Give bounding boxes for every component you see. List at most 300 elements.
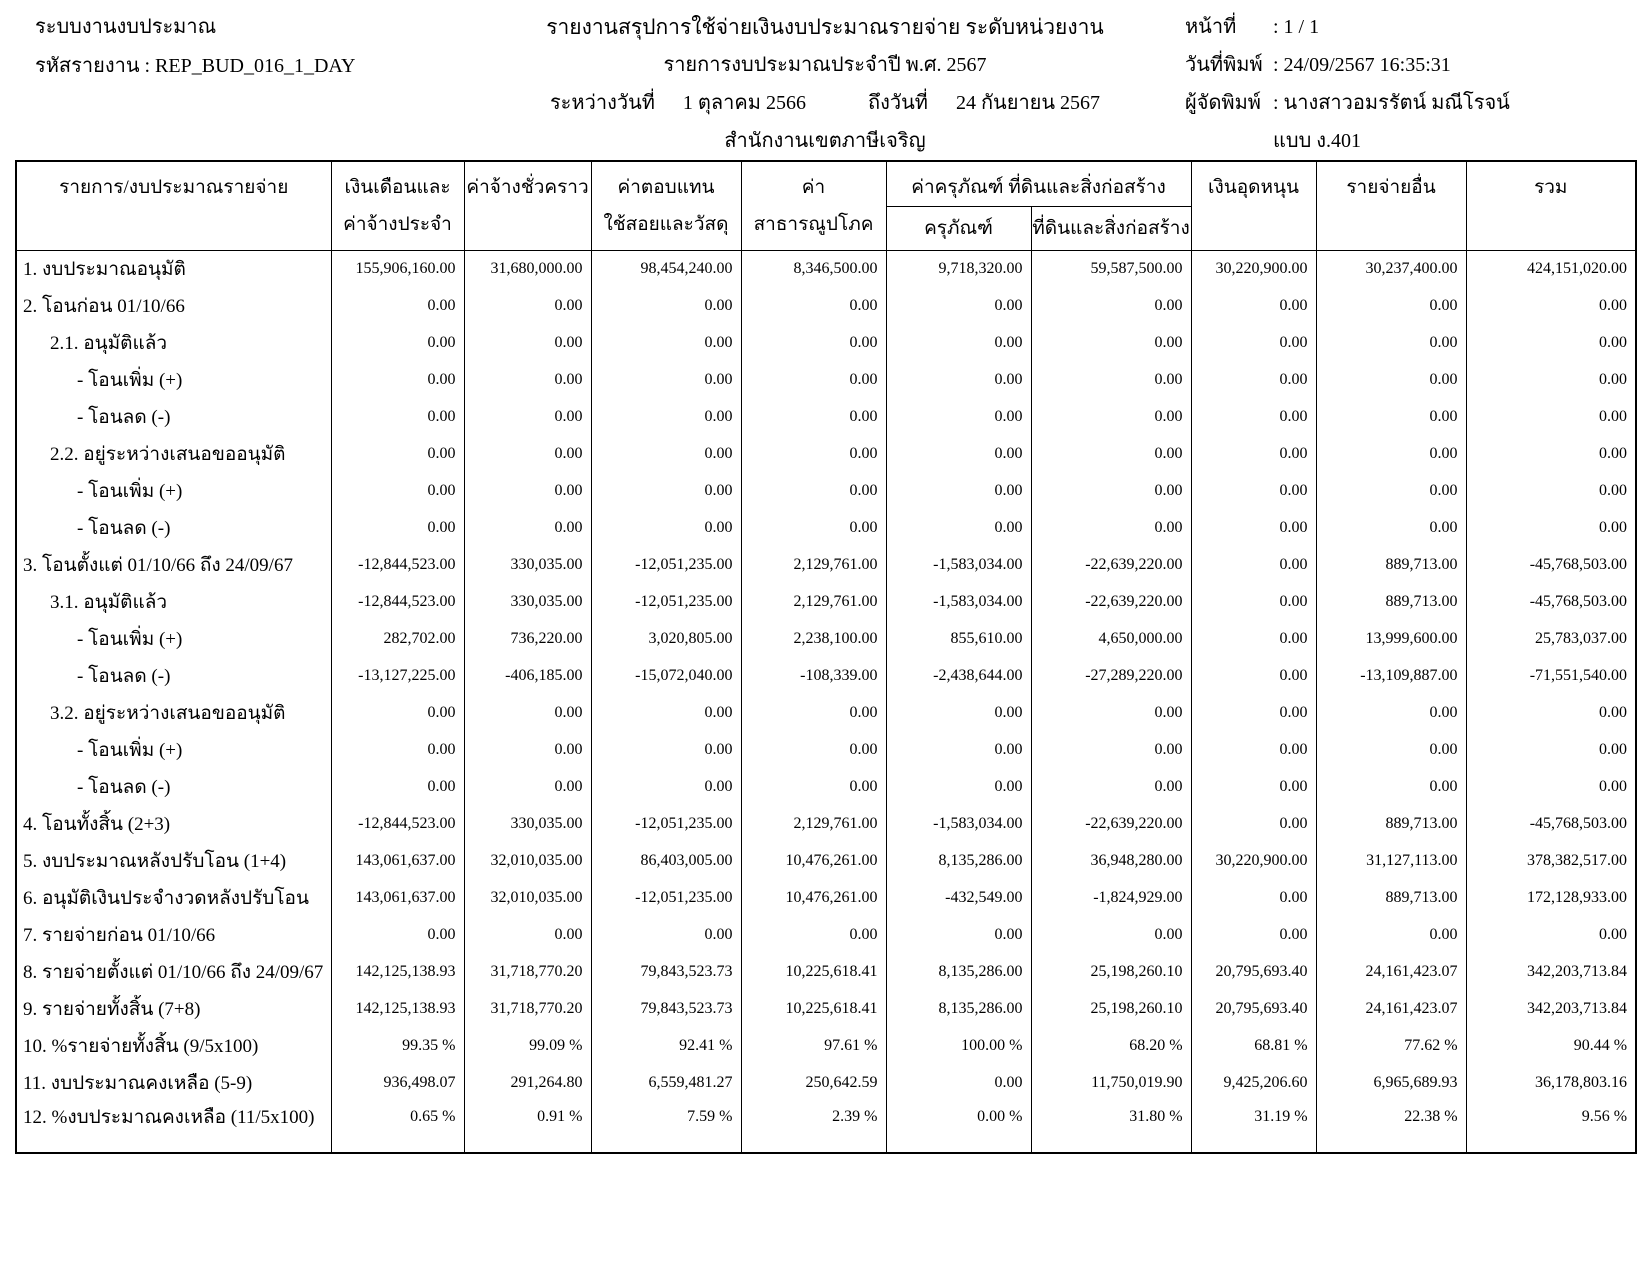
cell-value: 32,010,035.00 bbox=[464, 843, 591, 880]
cell-value: -45,768,503.00 bbox=[1466, 806, 1636, 843]
cell-value: 936,498.07 bbox=[331, 1065, 464, 1102]
col-header-temp-wage: ค่าจ้างชั่วคราว bbox=[464, 161, 591, 251]
cell-value: 0.00 bbox=[1031, 695, 1191, 732]
cell-value: -1,824,929.00 bbox=[1031, 880, 1191, 917]
cell-value: 0.00 bbox=[1031, 325, 1191, 362]
cell-value: 0.00 bbox=[886, 917, 1031, 954]
row-label: 2.1. อนุมัติแล้ว bbox=[16, 325, 331, 362]
cell-value: 22.38 % bbox=[1316, 1102, 1466, 1153]
table-row bbox=[16, 288, 1636, 325]
cell-value: 0.00 bbox=[1191, 769, 1316, 806]
cell-value: -12,051,235.00 bbox=[591, 584, 741, 621]
cell-value: 330,035.00 bbox=[464, 584, 591, 621]
row-label: 8. รายจ่ายตั้งแต่ 01/10/66 ถึง 24/09/67 bbox=[16, 954, 331, 991]
cell-value: 0.00 bbox=[1191, 732, 1316, 769]
table-row bbox=[16, 806, 1636, 843]
cell-value: 31,127,113.00 bbox=[1316, 843, 1466, 880]
cell-value: 0.00 bbox=[1031, 917, 1191, 954]
row-label: - โอนเพิ่ม (+) bbox=[16, 362, 331, 399]
cell-value: 0.91 % bbox=[464, 1102, 591, 1153]
cell-value: 0.00 bbox=[591, 436, 741, 473]
cell-value: 0.00 bbox=[1466, 769, 1636, 806]
cell-value: 0.00 bbox=[741, 510, 886, 547]
printed-by-value: : นางสาวอมรรัตน์ มณีโรจน์ bbox=[1273, 92, 1510, 114]
cell-value: -12,051,235.00 bbox=[591, 547, 741, 584]
cell-value: 0.00 bbox=[1316, 732, 1466, 769]
table-header bbox=[16, 161, 1636, 251]
cell-value: 0.00 bbox=[1466, 695, 1636, 732]
cell-value: 0.00 bbox=[331, 362, 464, 399]
budget-table bbox=[15, 160, 1637, 1154]
col-header-total: รวม bbox=[1466, 161, 1636, 251]
cell-value: 36,948,280.00 bbox=[1031, 843, 1191, 880]
cell-value: 31,680,000.00 bbox=[464, 251, 591, 288]
cell-value: 0.00 bbox=[1466, 362, 1636, 399]
cell-value: 0.00 % bbox=[886, 1102, 1031, 1153]
cell-value: 0.00 bbox=[886, 1065, 1031, 1102]
cell-value: 0.00 bbox=[331, 288, 464, 325]
row-label: - โอนลด (-) bbox=[16, 510, 331, 547]
cell-value: 143,061,637.00 bbox=[331, 843, 464, 880]
cell-value: -2,438,644.00 bbox=[886, 658, 1031, 695]
cell-value: 282,702.00 bbox=[331, 621, 464, 658]
cell-value: 2,238,100.00 bbox=[741, 621, 886, 658]
cell-value: 0.00 bbox=[331, 473, 464, 510]
date-from: 1 ตุลาคม 2566 bbox=[682, 92, 806, 114]
cell-value: 250,642.59 bbox=[741, 1065, 886, 1102]
cell-value: 0.00 bbox=[591, 695, 741, 732]
cell-value: 0.00 bbox=[886, 325, 1031, 362]
table-row bbox=[16, 362, 1636, 399]
table-row bbox=[16, 1065, 1636, 1102]
cell-value: -406,185.00 bbox=[464, 658, 591, 695]
cell-value: 30,220,900.00 bbox=[1191, 251, 1316, 288]
cell-value: 9.56 % bbox=[1466, 1102, 1636, 1153]
cell-value: 889,713.00 bbox=[1316, 806, 1466, 843]
row-label: 1. งบประมาณอนุมัติ bbox=[16, 251, 331, 288]
cell-value: 889,713.00 bbox=[1316, 584, 1466, 621]
cell-value: 11,750,019.90 bbox=[1031, 1065, 1191, 1102]
cell-value: 0.00 bbox=[741, 436, 886, 473]
cell-value: 0.00 bbox=[741, 769, 886, 806]
cell-value: 31.80 % bbox=[1031, 1102, 1191, 1153]
cell-value: 100.00 % bbox=[886, 1028, 1031, 1065]
table-row bbox=[16, 769, 1636, 806]
system-name: ระบบงานงบประมาณ bbox=[35, 16, 217, 38]
cell-value: 0.00 bbox=[1316, 399, 1466, 436]
col-header-utility bbox=[741, 161, 886, 251]
cell-value: 0.00 bbox=[1191, 880, 1316, 917]
col-header-salary bbox=[331, 161, 464, 251]
cell-value: 0.00 bbox=[1191, 436, 1316, 473]
cell-value: 0.00 bbox=[331, 436, 464, 473]
cell-value: 0.00 bbox=[741, 288, 886, 325]
cell-value: -1,583,034.00 bbox=[886, 547, 1031, 584]
cell-value: 2,129,761.00 bbox=[741, 547, 886, 584]
cell-value: 0.00 bbox=[591, 917, 741, 954]
cell-value: 0.00 bbox=[331, 325, 464, 362]
row-label: 10. %รายจ่ายทั้งสิ้น (9/5x100) bbox=[16, 1028, 331, 1065]
cell-value: 10,225,618.41 bbox=[741, 991, 886, 1028]
cell-value: 0.00 bbox=[1466, 510, 1636, 547]
cell-value: 0.00 bbox=[741, 732, 886, 769]
cell-value: 0.00 bbox=[1466, 325, 1636, 362]
report-subtitle: รายการงบประมาณประจำปี พ.ศ. 2567 bbox=[663, 54, 987, 76]
cell-value: 97.61 % bbox=[741, 1028, 886, 1065]
cell-value: 0.00 bbox=[1191, 325, 1316, 362]
row-label: - โอนลด (-) bbox=[16, 658, 331, 695]
cell-value: 13,999,600.00 bbox=[1316, 621, 1466, 658]
cell-value: 0.00 bbox=[1031, 510, 1191, 547]
col-header-compensation-line1: ค่าตอบแทน bbox=[617, 177, 715, 198]
cell-value: 0.00 bbox=[1316, 325, 1466, 362]
cell-value: 0.00 bbox=[331, 695, 464, 732]
cell-value: 0.00 bbox=[1191, 362, 1316, 399]
printed-by-row bbox=[1185, 84, 1510, 122]
col-header-other-expense: รายจ่ายอื่น bbox=[1316, 161, 1466, 251]
row-label: 12. %งบประมาณคงเหลือ (11/5x100) bbox=[16, 1102, 331, 1153]
row-label: 6. อนุมัติเงินประจำงวดหลังปรับโอน bbox=[16, 880, 331, 917]
cell-value: 31,718,770.20 bbox=[464, 954, 591, 991]
cell-value: 0.00 bbox=[331, 510, 464, 547]
cell-value: 0.00 bbox=[464, 695, 591, 732]
cell-value: 24,161,423.07 bbox=[1316, 954, 1466, 991]
cell-value: 342,203,713.84 bbox=[1466, 991, 1636, 1028]
cell-value: 0.00 bbox=[1466, 288, 1636, 325]
cell-value: 31.19 % bbox=[1191, 1102, 1316, 1153]
cell-value: 0.00 bbox=[741, 917, 886, 954]
cell-value: -22,639,220.00 bbox=[1031, 584, 1191, 621]
cell-value: 0.00 bbox=[1466, 473, 1636, 510]
cell-value: -45,768,503.00 bbox=[1466, 584, 1636, 621]
table-row bbox=[16, 510, 1636, 547]
col-header-utility-line1: ค่า bbox=[801, 177, 826, 198]
page-number-row bbox=[1185, 8, 1510, 46]
table-row bbox=[16, 658, 1636, 695]
table-body bbox=[16, 251, 1636, 1153]
col-header-equipment-group: ค่าครุภัณฑ์ ที่ดินและสิ่งก่อสร้าง bbox=[886, 161, 1191, 207]
row-label: 7. รายจ่ายก่อน 01/10/66 bbox=[16, 917, 331, 954]
cell-value: 0.00 bbox=[1031, 288, 1191, 325]
table-row bbox=[16, 547, 1636, 584]
row-label: - โอนลด (-) bbox=[16, 399, 331, 436]
cell-value: 0.00 bbox=[464, 325, 591, 362]
cell-value: 342,203,713.84 bbox=[1466, 954, 1636, 991]
cell-value: 36,178,803.16 bbox=[1466, 1065, 1636, 1102]
cell-value: 25,783,037.00 bbox=[1466, 621, 1636, 658]
org-name: สำนักงานเขตภาษีเจริญ bbox=[724, 130, 926, 152]
cell-value: 855,610.00 bbox=[886, 621, 1031, 658]
row-label: 4. โอนทั้งสิ้น (2+3) bbox=[16, 806, 331, 843]
cell-value: 2,129,761.00 bbox=[741, 584, 886, 621]
cell-value: 0.00 bbox=[1191, 917, 1316, 954]
cell-value: 142,125,138.93 bbox=[331, 991, 464, 1028]
cell-value: 0.00 bbox=[741, 325, 886, 362]
cell-value: 10,476,261.00 bbox=[741, 843, 886, 880]
table-row bbox=[16, 473, 1636, 510]
cell-value: 79,843,523.73 bbox=[591, 954, 741, 991]
table-row bbox=[16, 843, 1636, 880]
cell-value: -15,072,040.00 bbox=[591, 658, 741, 695]
table-row bbox=[16, 695, 1636, 732]
cell-value: 0.00 bbox=[1316, 362, 1466, 399]
table-row bbox=[16, 399, 1636, 436]
cell-value: -22,639,220.00 bbox=[1031, 806, 1191, 843]
cell-value: 86,403,005.00 bbox=[591, 843, 741, 880]
cell-value: 0.65 % bbox=[331, 1102, 464, 1153]
cell-value: 0.00 bbox=[591, 510, 741, 547]
cell-value: 6,559,481.27 bbox=[591, 1065, 741, 1102]
cell-value: 0.00 bbox=[1466, 399, 1636, 436]
cell-value: 0.00 bbox=[886, 769, 1031, 806]
cell-value: 0.00 bbox=[331, 399, 464, 436]
cell-value: 0.00 bbox=[464, 769, 591, 806]
cell-value: -12,844,523.00 bbox=[331, 547, 464, 584]
cell-value: -108,339.00 bbox=[741, 658, 886, 695]
cell-value: 0.00 bbox=[1191, 473, 1316, 510]
row-label: 5. งบประมาณหลังปรับโอน (1+4) bbox=[16, 843, 331, 880]
cell-value: -1,583,034.00 bbox=[886, 584, 1031, 621]
cell-value: 8,346,500.00 bbox=[741, 251, 886, 288]
cell-value: 0.00 bbox=[1316, 917, 1466, 954]
page-number-label: หน้าที่ bbox=[1185, 16, 1237, 38]
cell-value: -22,639,220.00 bbox=[1031, 547, 1191, 584]
cell-value: 0.00 bbox=[741, 695, 886, 732]
cell-value: 25,198,260.10 bbox=[1031, 954, 1191, 991]
cell-value: 0.00 bbox=[591, 473, 741, 510]
cell-value: 0.00 bbox=[464, 473, 591, 510]
cell-value: 77.62 % bbox=[1316, 1028, 1466, 1065]
cell-value: 0.00 bbox=[331, 917, 464, 954]
col-header-compensation-line2: ใช้สอยและวัสดุ bbox=[603, 214, 729, 235]
cell-value: 3,020,805.00 bbox=[591, 621, 741, 658]
cell-value: 0.00 bbox=[1191, 621, 1316, 658]
cell-value: 20,795,693.40 bbox=[1191, 991, 1316, 1028]
table-row bbox=[16, 325, 1636, 362]
cell-value: 99.35 % bbox=[331, 1028, 464, 1065]
cell-value: 32,010,035.00 bbox=[464, 880, 591, 917]
cell-value: 0.00 bbox=[1191, 399, 1316, 436]
cell-value: 172,128,933.00 bbox=[1466, 880, 1636, 917]
cell-value: 0.00 bbox=[591, 362, 741, 399]
cell-value: 0.00 bbox=[1466, 732, 1636, 769]
print-date-label: วันที่พิมพ์ bbox=[1185, 54, 1263, 76]
cell-value: 0.00 bbox=[1031, 399, 1191, 436]
cell-value: 0.00 bbox=[464, 399, 591, 436]
cell-value: 2,129,761.00 bbox=[741, 806, 886, 843]
cell-value: 24,161,423.07 bbox=[1316, 991, 1466, 1028]
header-right bbox=[1185, 8, 1510, 160]
row-label: 9. รายจ่ายทั้งสิ้น (7+8) bbox=[16, 991, 331, 1028]
table-row bbox=[16, 732, 1636, 769]
row-label: 11. งบประมาณคงเหลือ (5-9) bbox=[16, 1065, 331, 1102]
cell-value: 0.00 bbox=[331, 732, 464, 769]
col-header-land-construction: ที่ดินและสิ่งก่อสร้าง bbox=[1031, 207, 1191, 251]
cell-value: 291,264.80 bbox=[464, 1065, 591, 1102]
cell-value: 0.00 bbox=[886, 473, 1031, 510]
cell-value: 0.00 bbox=[1031, 362, 1191, 399]
cell-value: 0.00 bbox=[1191, 584, 1316, 621]
cell-value: 330,035.00 bbox=[464, 547, 591, 584]
cell-value: -432,549.00 bbox=[886, 880, 1031, 917]
cell-value: 0.00 bbox=[741, 362, 886, 399]
col-header-utility-line2: สาธารณูปโภค bbox=[753, 214, 874, 235]
cell-value: 9,718,320.00 bbox=[886, 251, 1031, 288]
date-range-label: ระหว่างวันที่ bbox=[549, 92, 655, 114]
cell-value: 98,454,240.00 bbox=[591, 251, 741, 288]
cell-value: 330,035.00 bbox=[464, 806, 591, 843]
table-row bbox=[16, 880, 1636, 917]
cell-value: 0.00 bbox=[1466, 436, 1636, 473]
cell-value: 6,965,689.93 bbox=[1316, 1065, 1466, 1102]
cell-value: 0.00 bbox=[886, 695, 1031, 732]
col-header-item: รายการ/งบประมาณรายจ่าย bbox=[16, 161, 331, 251]
table-row bbox=[16, 584, 1636, 621]
cell-value: 0.00 bbox=[464, 732, 591, 769]
cell-value: 0.00 bbox=[1191, 510, 1316, 547]
cell-value: 0.00 bbox=[331, 769, 464, 806]
cell-value: 0.00 bbox=[1191, 806, 1316, 843]
cell-value: 30,220,900.00 bbox=[1191, 843, 1316, 880]
cell-value: 59,587,500.00 bbox=[1031, 251, 1191, 288]
col-header-subsidy: เงินอุดหนุน bbox=[1191, 161, 1316, 251]
cell-value: 0.00 bbox=[741, 473, 886, 510]
cell-value: 68.81 % bbox=[1191, 1028, 1316, 1065]
table-row bbox=[16, 991, 1636, 1028]
cell-value: 0.00 bbox=[464, 288, 591, 325]
cell-value: 0.00 bbox=[591, 769, 741, 806]
cell-value: 0.00 bbox=[1316, 288, 1466, 325]
cell-value: 0.00 bbox=[1316, 695, 1466, 732]
form-code: แบบ ง.401 bbox=[1273, 130, 1362, 152]
cell-value: 7.59 % bbox=[591, 1102, 741, 1153]
cell-value: 0.00 bbox=[886, 288, 1031, 325]
cell-value: -12,844,523.00 bbox=[331, 584, 464, 621]
table-row bbox=[16, 1102, 1636, 1153]
cell-value: -45,768,503.00 bbox=[1466, 547, 1636, 584]
cell-value: 0.00 bbox=[1191, 288, 1316, 325]
report-code: รหัสรายงาน : REP_BUD_016_1_DAY bbox=[35, 55, 356, 77]
col-header-salary-line1: เงินเดือนและ bbox=[344, 177, 451, 198]
row-label: - โอนเพิ่ม (+) bbox=[16, 621, 331, 658]
cell-value: 4,650,000.00 bbox=[1031, 621, 1191, 658]
printed-by-label: ผู้จัดพิมพ์ bbox=[1185, 92, 1261, 114]
cell-value: 378,382,517.00 bbox=[1466, 843, 1636, 880]
cell-value: 0.00 bbox=[886, 510, 1031, 547]
table-row bbox=[16, 917, 1636, 954]
cell-value: 0.00 bbox=[886, 399, 1031, 436]
cell-value: -1,583,034.00 bbox=[886, 806, 1031, 843]
cell-value: 0.00 bbox=[464, 917, 591, 954]
cell-value: -27,289,220.00 bbox=[1031, 658, 1191, 695]
table-row bbox=[16, 954, 1636, 991]
date-to: 24 กันยายน 2567 bbox=[955, 92, 1101, 114]
row-label: - โอนเพิ่ม (+) bbox=[16, 732, 331, 769]
row-label: - โอนเพิ่ม (+) bbox=[16, 473, 331, 510]
cell-value: 736,220.00 bbox=[464, 621, 591, 658]
cell-value: -12,844,523.00 bbox=[331, 806, 464, 843]
row-label: - โอนลด (-) bbox=[16, 769, 331, 806]
cell-value: 0.00 bbox=[741, 399, 886, 436]
cell-value: 0.00 bbox=[591, 288, 741, 325]
cell-value: 25,198,260.10 bbox=[1031, 991, 1191, 1028]
cell-value: 889,713.00 bbox=[1316, 880, 1466, 917]
table-row bbox=[16, 436, 1636, 473]
cell-value: 0.00 bbox=[886, 436, 1031, 473]
row-label: 3.1. อนุมัติแล้ว bbox=[16, 584, 331, 621]
cell-value: 0.00 bbox=[591, 325, 741, 362]
cell-value: 2.39 % bbox=[741, 1102, 886, 1153]
cell-value: 143,061,637.00 bbox=[331, 880, 464, 917]
cell-value: 0.00 bbox=[591, 399, 741, 436]
row-label: 3. โอนตั้งแต่ 01/10/66 ถึง 24/09/67 bbox=[16, 547, 331, 584]
cell-value: 68.20 % bbox=[1031, 1028, 1191, 1065]
print-date-value: : 24/09/2567 16:35:31 bbox=[1273, 54, 1451, 76]
cell-value: 0.00 bbox=[1191, 547, 1316, 584]
report-title: รายงานสรุปการใช้จ่ายเงินงบประมาณรายจ่าย ระดับหน่วยงาน bbox=[546, 15, 1104, 39]
cell-value: 0.00 bbox=[886, 362, 1031, 399]
cell-value: -13,127,225.00 bbox=[331, 658, 464, 695]
cell-value: 0.00 bbox=[464, 436, 591, 473]
cell-value: 0.00 bbox=[1031, 473, 1191, 510]
cell-value: 0.00 bbox=[1031, 436, 1191, 473]
row-label: 2.2. อยู่ระหว่างเสนอขออนุมัติ bbox=[16, 436, 331, 473]
cell-value: 0.00 bbox=[1316, 510, 1466, 547]
row-label: 2. โอนก่อน 01/10/66 bbox=[16, 288, 331, 325]
cell-value: 0.00 bbox=[1316, 436, 1466, 473]
cell-value: 0.00 bbox=[464, 510, 591, 547]
cell-value: 0.00 bbox=[1191, 695, 1316, 732]
cell-value: 8,135,286.00 bbox=[886, 991, 1031, 1028]
cell-value: 0.00 bbox=[464, 362, 591, 399]
cell-value: 20,795,693.40 bbox=[1191, 954, 1316, 991]
table-row bbox=[16, 251, 1636, 288]
cell-value: 424,151,020.00 bbox=[1466, 251, 1636, 288]
cell-value: 0.00 bbox=[1191, 658, 1316, 695]
col-header-compensation bbox=[591, 161, 741, 251]
cell-value: -13,109,887.00 bbox=[1316, 658, 1466, 695]
cell-value: 0.00 bbox=[591, 732, 741, 769]
cell-value: 142,125,138.93 bbox=[331, 954, 464, 991]
cell-value: 99.09 % bbox=[464, 1028, 591, 1065]
table-row bbox=[16, 621, 1636, 658]
cell-value: 92.41 % bbox=[591, 1028, 741, 1065]
cell-value: 90.44 % bbox=[1466, 1028, 1636, 1065]
date-to-label: ถึงวันที่ bbox=[867, 92, 928, 114]
cell-value: 10,476,261.00 bbox=[741, 880, 886, 917]
print-date-row bbox=[1185, 46, 1510, 84]
cell-value: 0.00 bbox=[886, 732, 1031, 769]
col-header-equipment: ครุภัณฑ์ bbox=[886, 207, 1031, 251]
cell-value: 889,713.00 bbox=[1316, 547, 1466, 584]
cell-value: -12,051,235.00 bbox=[591, 806, 741, 843]
cell-value: 31,718,770.20 bbox=[464, 991, 591, 1028]
cell-value: 9,425,206.60 bbox=[1191, 1065, 1316, 1102]
cell-value: -12,051,235.00 bbox=[591, 880, 741, 917]
cell-value: 0.00 bbox=[1031, 732, 1191, 769]
cell-value: -71,551,540.00 bbox=[1466, 658, 1636, 695]
table-row bbox=[16, 1028, 1636, 1065]
col-header-salary-line2: ค่าจ้างประจำ bbox=[343, 214, 452, 235]
cell-value: 0.00 bbox=[1466, 917, 1636, 954]
cell-value: 0.00 bbox=[1316, 769, 1466, 806]
cell-value: 8,135,286.00 bbox=[886, 954, 1031, 991]
page-number-value: : 1 / 1 bbox=[1273, 16, 1320, 38]
cell-value: 10,225,618.41 bbox=[741, 954, 886, 991]
cell-value: 155,906,160.00 bbox=[331, 251, 464, 288]
cell-value: 0.00 bbox=[1316, 473, 1466, 510]
cell-value: 79,843,523.73 bbox=[591, 991, 741, 1028]
